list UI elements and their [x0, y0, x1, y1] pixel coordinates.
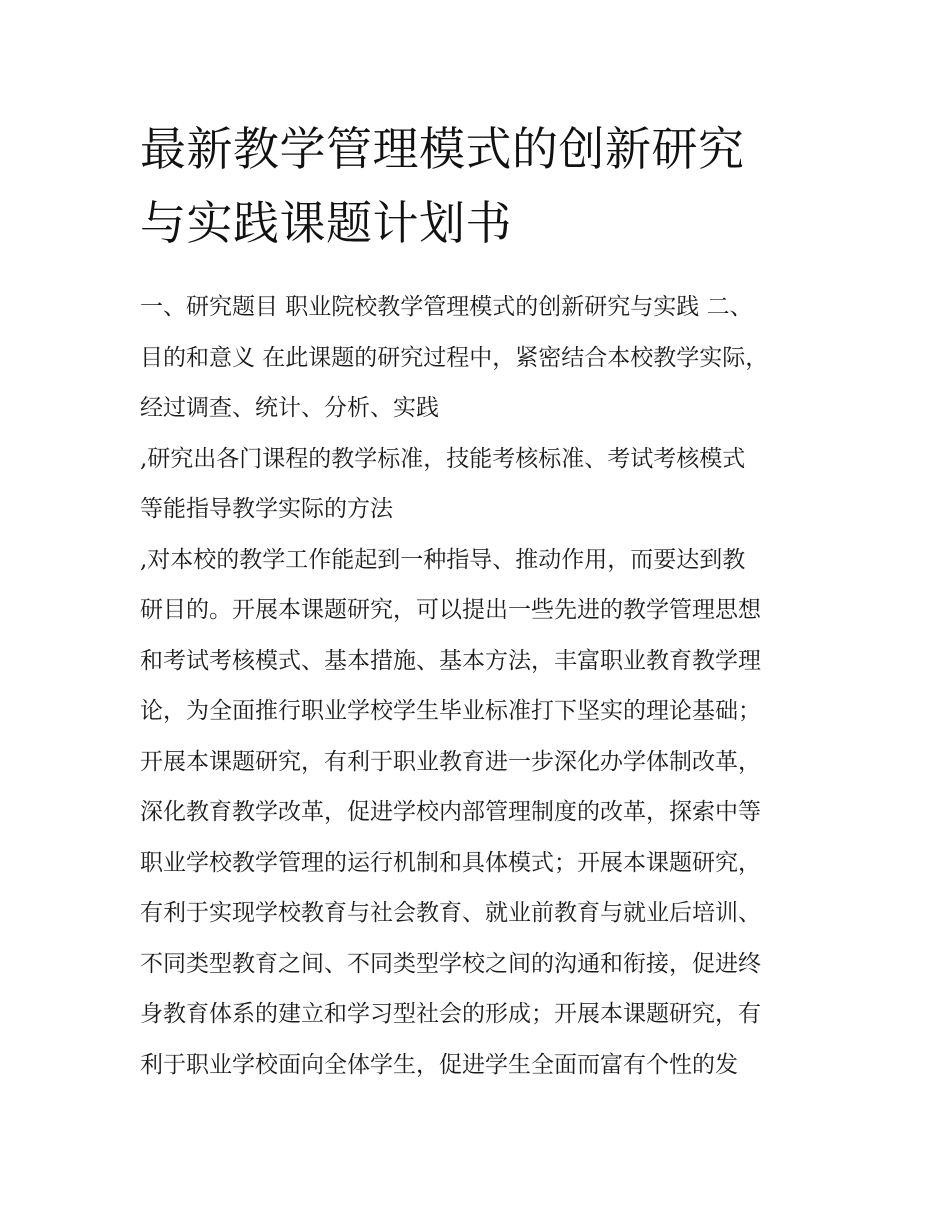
- title-line: 最新教学管理模式的创新研究: [140, 122, 745, 176]
- body-line: 目的和意义 在此课题的研究过程中，紧密结合本校教学实际，: [140, 344, 769, 371]
- body-line: ,对本校的教学工作能起到一种指导、推动作用，而要达到教: [140, 546, 746, 573]
- body-line: 和考试考核模式、基本措施、基本方法，丰富职业教育教学理: [140, 647, 761, 674]
- body-line: 职业学校教学管理的运行机制和具体模式；开展本课题研究，: [140, 849, 761, 876]
- body-line: 经过调查、统计、分析、实践: [140, 395, 439, 421]
- title-line: 与实践课题计划书: [140, 196, 512, 250]
- document-body: [140, 282, 840, 1090]
- body-line: 论，为全面推行职业学校学生毕业标准打下坚实的理论基础；: [140, 698, 761, 724]
- body-line: 身教育体系的建立和学习型社会的形成；开展本课题研究，有: [140, 1001, 761, 1027]
- body-line: 深化教育教学改革，促进学校内部管理制度的改革，探索中等: [140, 799, 761, 825]
- body-line: 有利于实现学校教育与社会教育、就业前教育与就业后培训、: [140, 900, 761, 926]
- body-line: 等能指导教学实际的方法: [140, 496, 393, 522]
- document-title: [140, 112, 860, 260]
- body-line: 不同类型教育之间、不同类型学校之间的沟通和衔接，促进终: [140, 950, 761, 977]
- body-line: 利于职业学校面向全体学生，促进学生全面而富有个性的发: [140, 1051, 738, 1078]
- body-line: 一、研究题目 职业院校教学管理模式的创新研究与实践 二、: [140, 294, 753, 320]
- body-line: 研目的。开展本课题研究，可以提出一些先进的教学管理思想: [140, 597, 761, 623]
- body-line: 开展本课题研究，有利于职业教育进一步深化办学体制改革，: [140, 748, 761, 775]
- body-line: ,研究出各门课程的教学标准，技能考核标准、考试考核模式: [140, 445, 746, 472]
